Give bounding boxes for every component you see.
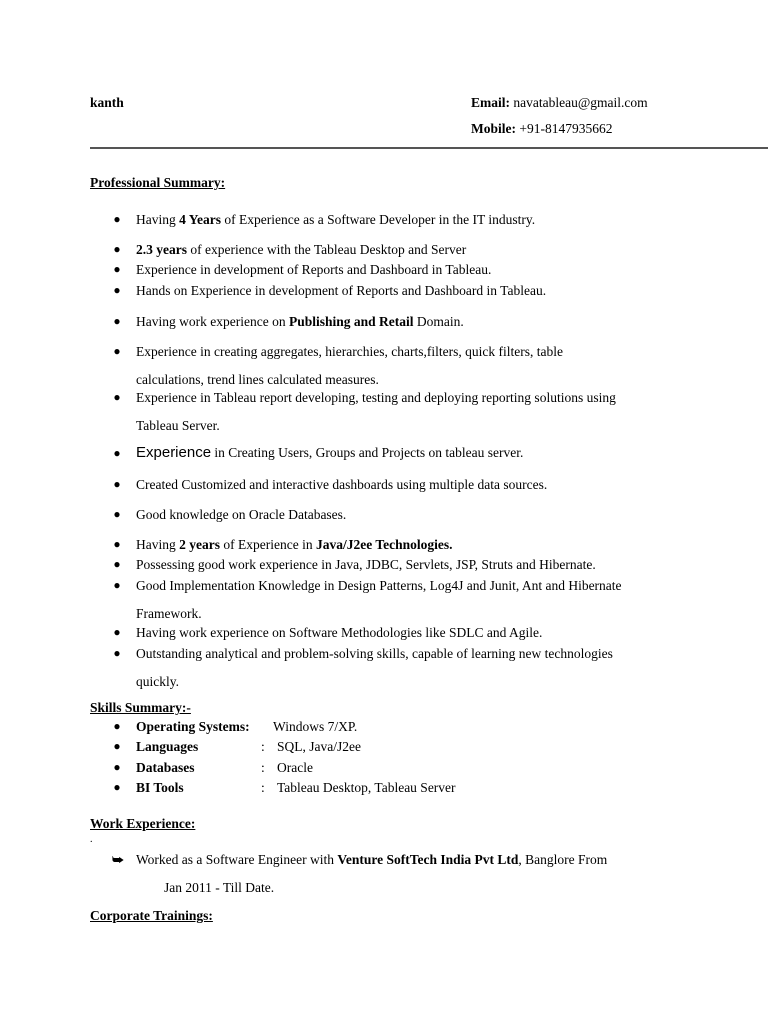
summary-item-aggregates-cont: calculations, trend lines calculated measures. <box>136 372 379 387</box>
summary-item-report-deploy-cont: Tableau Server. <box>136 418 220 433</box>
summary-item-tableau-experience: 2.3 years of experience with the Tableau Desktop and Server <box>136 242 467 257</box>
bullet-icon: ● <box>113 314 121 328</box>
mobile-line <box>471 121 612 137</box>
skills-summary-heading: Skills Summary:- <box>90 700 191 715</box>
email-line <box>471 95 648 111</box>
bullet-icon: ● <box>113 390 121 404</box>
skill-value-languages: SQL, Java/J2ee <box>277 739 361 754</box>
bullet-icon: ● <box>113 344 121 358</box>
bullet-icon: ● <box>113 212 121 226</box>
work-item-venture: Worked as a Software Engineer with Venture SoftTech India Pvt Ltd, Banglore From <box>136 852 608 867</box>
bullet-icon: ● <box>113 537 121 551</box>
skill-label-databases: Databases <box>136 760 195 775</box>
summary-item-hands-on: Hands on Experience in development of Reports and Dashboard in Tableau. <box>136 283 547 298</box>
summary-item-oracle: Good knowledge on Oracle Databases. <box>136 507 347 522</box>
email-label: Email: <box>471 95 510 110</box>
summary-item-report-deploy: Experience in Tableau report developing, testing and deploying reporting solutions using <box>136 390 616 405</box>
bullet-icon: ● <box>113 262 121 276</box>
bullet-icon: ● <box>113 739 121 753</box>
bullet-icon: ● <box>113 646 121 660</box>
summary-item-users-groups: Experience in Creating Users, Groups and Projects on tableau server. <box>136 444 524 461</box>
bullet-icon: ● <box>113 625 121 639</box>
skill-value-bi-tools: Tableau Desktop, Tableau Server <box>277 780 456 795</box>
skill-separator: : <box>261 780 265 795</box>
arrow-bullet-icon: ⮩ <box>112 852 125 867</box>
mobile-label: Mobile: <box>471 121 516 136</box>
skill-label-languages: Languages <box>136 739 199 754</box>
corporate-trainings-heading: Corporate Trainings: <box>90 908 213 923</box>
bullet-icon: ● <box>113 477 121 491</box>
candidate-name: kanth <box>90 95 124 110</box>
work-item-dates: Jan 2011 - Till Date. <box>164 880 275 895</box>
skill-value-os: Windows 7/XP. <box>273 719 358 734</box>
skill-separator: : <box>261 739 265 754</box>
summary-item-methodologies: Having work experience on Software Methodologies like SDLC and Agile. <box>136 625 543 640</box>
email-value: navatableau@gmail.com <box>513 95 648 110</box>
mobile-value: +91-8147935662 <box>519 121 613 136</box>
summary-item-total-experience: Having 4 Years of Experience as a Software Developer in the IT industry. <box>136 212 536 227</box>
skill-separator: : <box>261 760 265 775</box>
summary-item-reports: Experience in development of Reports and Dashboard in Tableau. <box>136 262 492 277</box>
skill-label-bi-tools: BI Tools <box>136 780 184 795</box>
skill-value-databases: Oracle <box>277 760 313 775</box>
bullet-icon: ● <box>113 760 121 774</box>
bullet-icon: ● <box>113 578 121 592</box>
bullet-icon: ● <box>113 507 121 521</box>
bullet-icon: ● <box>113 719 121 733</box>
summary-item-java-stack: Possessing good work experience in Java, JDBC, Servlets, JSP, Struts and Hibernate. <box>136 557 596 572</box>
summary-item-java: Having 2 years of Experience in Java/J2ee Technologies. <box>136 537 453 552</box>
professional-summary-heading: Professional Summary: <box>90 175 226 190</box>
work-experience-heading: Work Experience: <box>90 816 196 831</box>
bullet-icon: ● <box>113 780 121 794</box>
summary-item-design-patterns-cont: Framework. <box>136 606 202 621</box>
bullet-icon: ● <box>113 242 121 256</box>
summary-item-skills-cont: quickly. <box>136 674 179 689</box>
summary-item-design-patterns: Good Implementation Knowledge in Design Patterns, Log4J and Junit, Ant and Hibernate <box>136 578 622 593</box>
bullet-icon: ● <box>113 557 121 571</box>
bullet-icon: ● <box>113 283 121 297</box>
bullet-icon: ● <box>113 446 121 460</box>
summary-item-dashboards: Created Customized and interactive dashboards using multiple data sources. <box>136 477 548 492</box>
header-divider <box>90 147 768 149</box>
skill-label-os: Operating Systems: <box>136 719 250 734</box>
summary-item-aggregates: Experience in creating aggregates, hierarchies, charts,filters, quick filters, table <box>136 344 563 359</box>
summary-item-domain: Having work experience on Publishing and Retail Domain. <box>136 314 464 329</box>
stray-mark: . <box>90 834 93 845</box>
summary-item-skills: Outstanding analytical and problem-solving skills, capable of learning new technologies <box>136 646 613 661</box>
